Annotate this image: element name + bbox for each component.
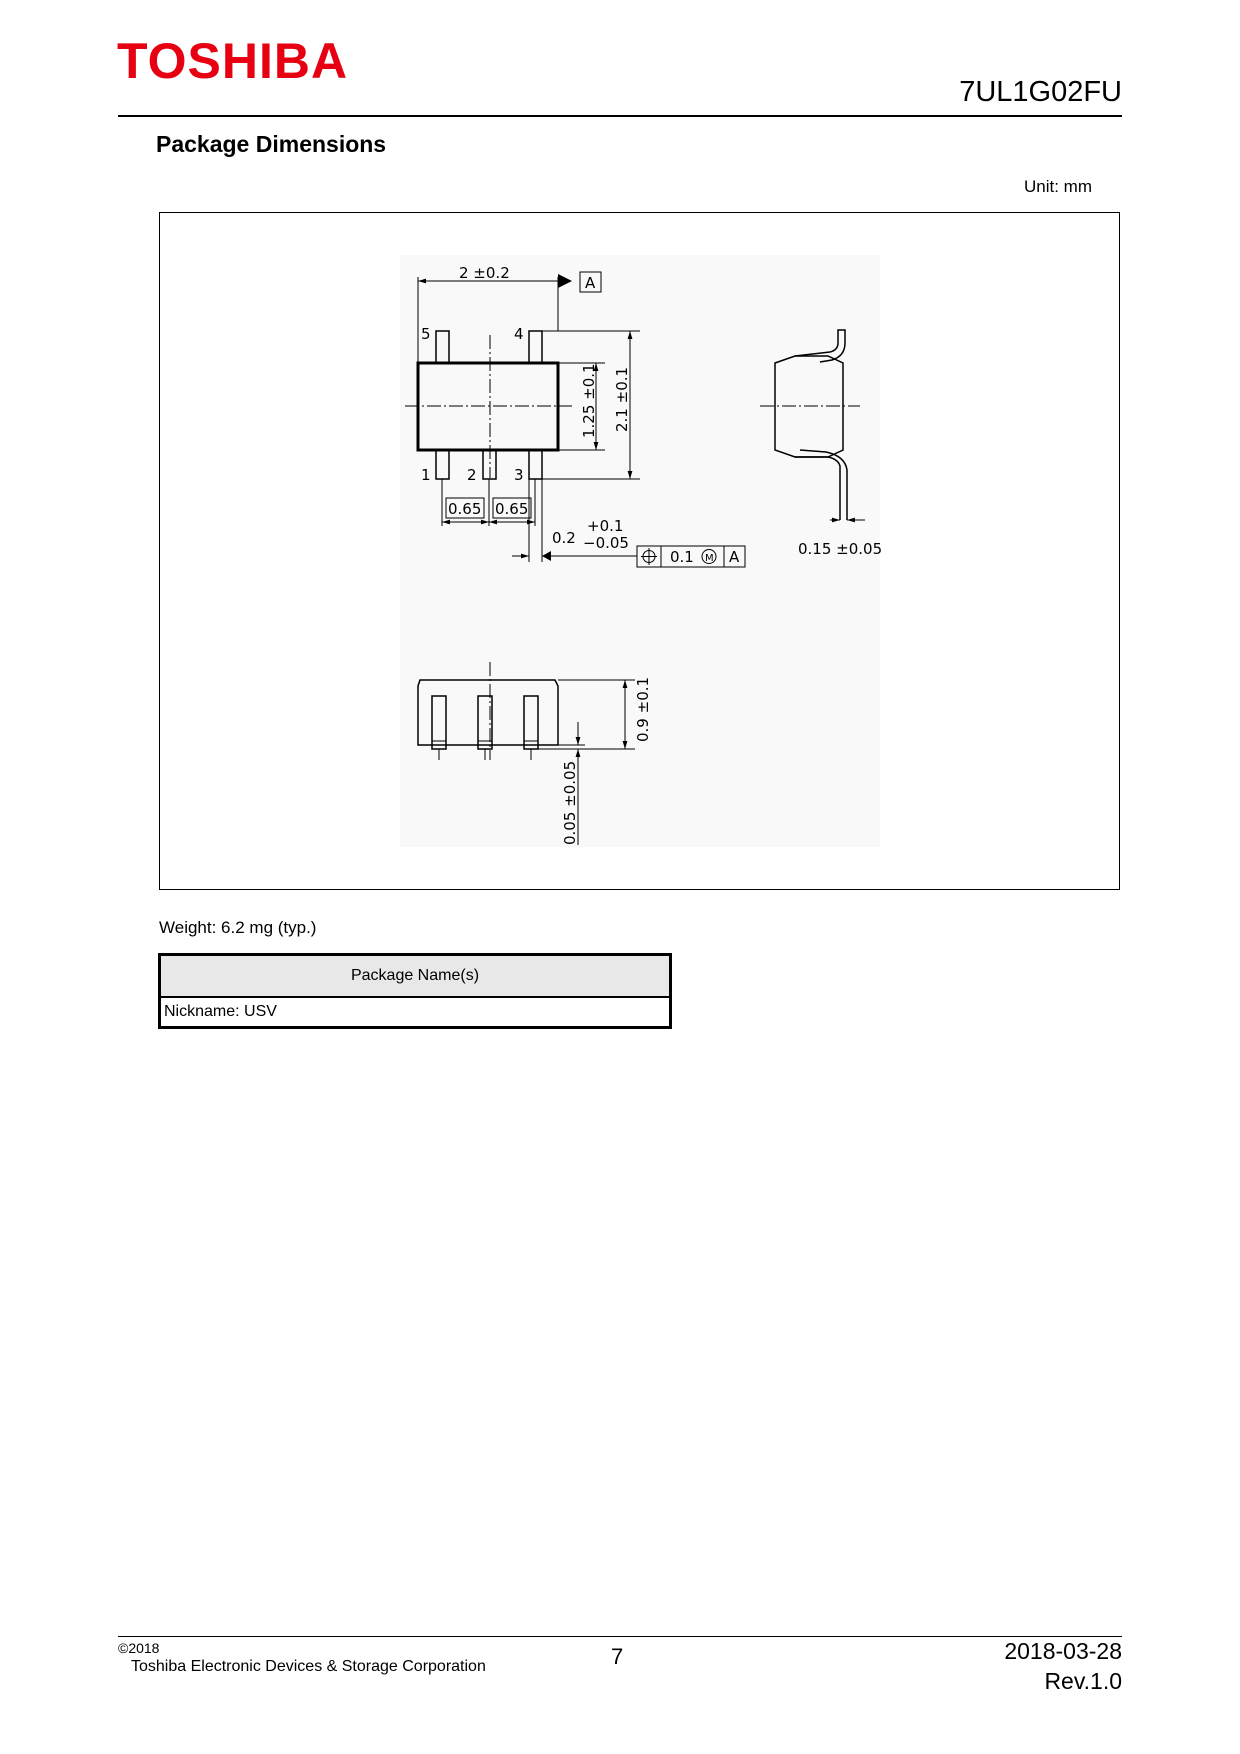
pin-2-label: 2 bbox=[467, 466, 477, 484]
position-tolerance-label: 0.1 bbox=[670, 548, 694, 566]
copyright: ©2018 bbox=[118, 1640, 160, 1656]
pitch-2-label: 0.65 bbox=[495, 500, 529, 518]
package-table-row: Nickname: USV bbox=[164, 1003, 277, 1020]
weight-text: Weight: 6.2 mg (typ.) bbox=[159, 918, 317, 937]
pin-5-label: 5 bbox=[421, 325, 431, 343]
lead-1 bbox=[436, 450, 449, 479]
top-view bbox=[405, 272, 745, 567]
unit-label: Unit: mm bbox=[1024, 177, 1092, 196]
lead-thickness-dim-label: 0.15 ±0.05 bbox=[798, 540, 883, 558]
pin-3-label: 3 bbox=[514, 466, 524, 484]
package-name-table bbox=[158, 953, 672, 1029]
standoff-dim-label: 0.05 ±0.05 bbox=[561, 760, 579, 845]
datum-ref-label: A bbox=[729, 548, 740, 566]
mmc-modifier-label: M bbox=[705, 553, 714, 564]
height-dim-label: 0.9 ±0.1 bbox=[634, 676, 652, 742]
toshiba-logo: TOSHIBA bbox=[117, 33, 349, 89]
width-dim-label: 2 ±0.2 bbox=[459, 264, 510, 282]
lead-4 bbox=[529, 331, 542, 363]
front-view bbox=[418, 662, 635, 845]
package-table-header: Package Name(s) bbox=[161, 956, 669, 998]
revision: Rev.1.0 bbox=[1044, 1668, 1122, 1694]
front-body bbox=[418, 680, 558, 745]
pin-1-label: 1 bbox=[421, 466, 431, 484]
section-title: Package Dimensions bbox=[156, 131, 387, 157]
datum-a-label: A bbox=[585, 274, 596, 292]
lead-3 bbox=[529, 450, 542, 479]
total-height-dim-label: 2.1 ±0.1 bbox=[613, 366, 631, 432]
footer-rule bbox=[118, 1636, 1122, 1637]
page-number: 7 bbox=[611, 1644, 624, 1669]
lead-width-minus-label: −0.05 bbox=[583, 534, 629, 552]
document-date: 2018-03-28 bbox=[1004, 1638, 1122, 1664]
lead-5 bbox=[436, 331, 449, 363]
lead-width-nominal-label: 0.2 bbox=[552, 529, 576, 547]
company-name: Toshiba Electronic Devices & Storage Corporation bbox=[131, 1658, 486, 1675]
pitch-1-label: 0.65 bbox=[448, 500, 482, 518]
side-view bbox=[760, 330, 865, 520]
lead-width-plus-label: +0.1 bbox=[587, 517, 624, 535]
pin-4-label: 4 bbox=[514, 325, 524, 343]
part-number: 7UL1G02FU bbox=[959, 76, 1122, 108]
body-height-dim-label: 1.25 ±0.1 bbox=[580, 363, 598, 438]
